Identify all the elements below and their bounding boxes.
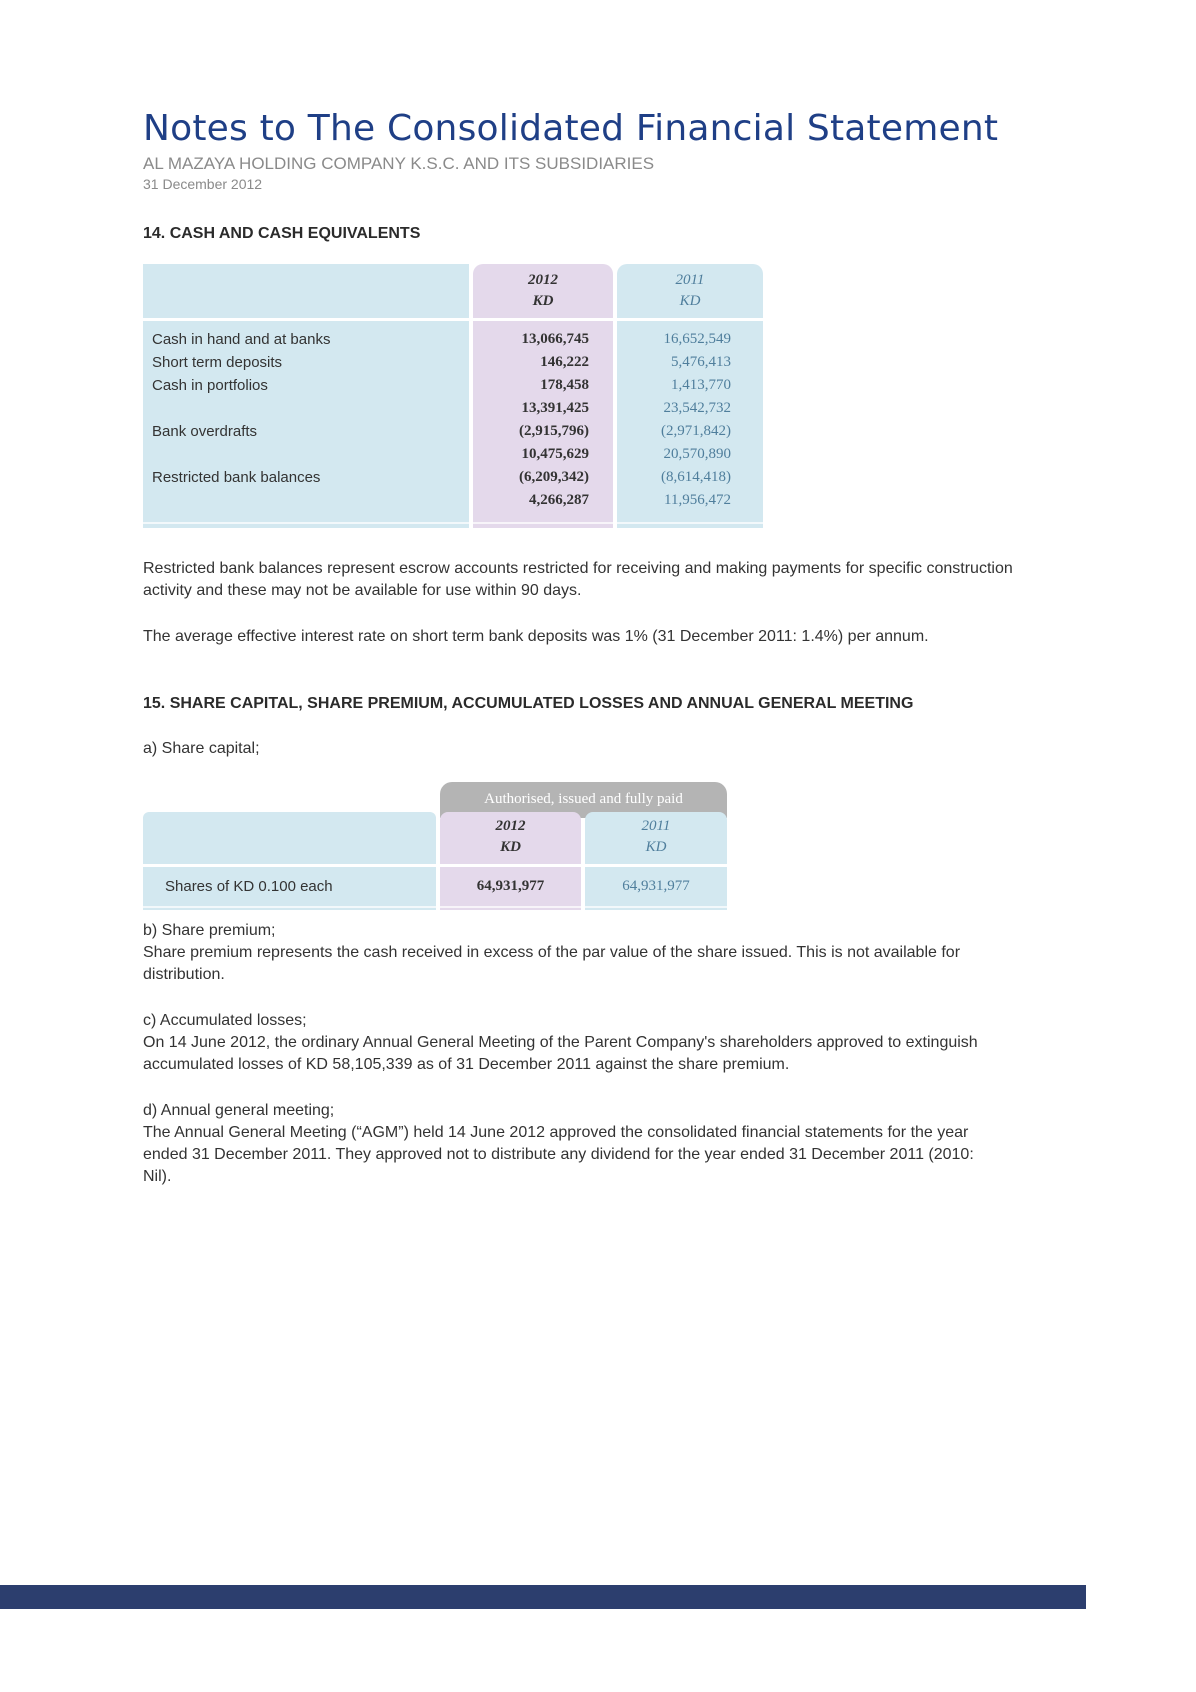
- subtotal-2012: 13,391,425: [521, 400, 589, 416]
- subtotal-2011: 20,570,890: [663, 446, 731, 462]
- footer-bar: [0, 1585, 1086, 1609]
- value-2012: 146,222: [540, 354, 589, 370]
- header-year-2011: 2011: [675, 272, 705, 288]
- text-line: accumulated losses of KD 58,105,339 as of 31 December 2011 against the share premium.: [143, 1056, 790, 1073]
- share-capital-table: [143, 782, 727, 910]
- header-year-2012: 2012: [495, 818, 526, 834]
- section-14-title: 14. CASH AND CASH EQUIVALENTS: [143, 225, 421, 242]
- header-divider: [143, 864, 727, 867]
- value-2012: (2,915,796): [519, 423, 589, 439]
- cash-equivalents-table: [143, 264, 763, 528]
- value-2011: (8,614,418): [661, 469, 731, 485]
- header-unit-2012: KD: [500, 839, 521, 855]
- row-label: Short term deposits: [152, 354, 283, 371]
- bottom-divider: [143, 522, 763, 524]
- header-band-label: Authorised, issued and fully paid: [484, 791, 683, 807]
- label-column: [143, 812, 436, 910]
- row-label: Cash in portfolios: [152, 377, 268, 394]
- share-premium-section: [143, 920, 1051, 986]
- value-2012: 178,458: [540, 377, 589, 393]
- section-15-title: 15. SHARE CAPITAL, SHARE PREMIUM, ACCUMULATED LOSSES AND ANNUAL GENERAL MEETING: [143, 695, 914, 712]
- total-2012: 4,266,287: [529, 492, 589, 508]
- bottom-divider: [143, 906, 727, 908]
- text-line: ended 31 December 2011. They approved not to distribute any dividend for the year ended 31 December 2011 (2010:: [143, 1146, 974, 1163]
- value-2012: 64,931,977: [476, 878, 545, 894]
- value-2012: 13,066,745: [521, 331, 589, 347]
- value-2011: 64,931,977: [622, 878, 690, 894]
- text-line: distribution.: [143, 966, 225, 983]
- text-line: Share premium represents the cash received in excess of the par value of the share issued. This is not available for: [143, 944, 961, 961]
- report-date: 31 December 2012: [143, 176, 263, 192]
- text-line: The Annual General Meeting (“AGM”) held 14 June 2012 approved the consolidated financial statements for the year: [143, 1124, 969, 1141]
- header-year-2012: 2012: [528, 272, 558, 288]
- row-label: Bank overdrafts: [152, 423, 258, 440]
- restricted-balances-note: [143, 558, 1051, 602]
- interest-rate-note: The average effective interest rate on short term bank deposits was 1% (31 December 2011: 1.4%) per annum.: [143, 628, 929, 645]
- company-name: AL MAZAYA HOLDING COMPANY K.S.C. AND ITS SUBSIDIARIES: [143, 154, 655, 173]
- annual-general-meeting-section: [143, 1100, 1051, 1188]
- header-unit-2012: KD: [532, 293, 554, 309]
- accumulated-losses-section: [143, 1010, 1051, 1076]
- text-line: activity and these may not be available for use within 90 days.: [143, 582, 582, 599]
- share-capital-heading: a) Share capital;: [143, 740, 260, 757]
- accumulated-losses-heading: c) Accumulated losses;: [143, 1012, 307, 1029]
- value-2012: (6,209,342): [519, 469, 589, 485]
- subtotal-2011: 23,542,732: [663, 400, 731, 416]
- text-line: Restricted bank balances represent escrow accounts restricted for receiving and making payments for specific construction: [143, 560, 1013, 577]
- text-line: Nil).: [143, 1168, 172, 1185]
- value-2011: 5,476,413: [671, 354, 731, 370]
- text-line: On 14 June 2012, the ordinary Annual General Meeting of the Parent Company's shareholders approved to extinguish: [143, 1034, 978, 1051]
- agm-heading: d) Annual general meeting;: [143, 1102, 335, 1119]
- total-2011: 11,956,472: [664, 492, 731, 508]
- row-label: Cash in hand and at banks: [152, 331, 331, 348]
- row-label: Shares of KD 0.100 each: [165, 878, 333, 895]
- page-title: Notes to The Consolidated Financial Statement: [143, 108, 999, 149]
- value-2011: 16,652,549: [663, 331, 731, 347]
- header-unit-2011: KD: [645, 839, 667, 855]
- value-2011: (2,971,842): [661, 423, 731, 439]
- label-column: [143, 264, 469, 528]
- row-label: Restricted bank balances: [152, 469, 321, 486]
- header-divider: [143, 318, 763, 321]
- header-unit-2011: KD: [679, 293, 701, 309]
- value-2011: 1,413,770: [671, 377, 731, 393]
- header-year-2011: 2011: [641, 818, 671, 834]
- subtotal-2012: 10,475,629: [521, 446, 589, 462]
- share-premium-heading: b) Share premium;: [143, 922, 276, 939]
